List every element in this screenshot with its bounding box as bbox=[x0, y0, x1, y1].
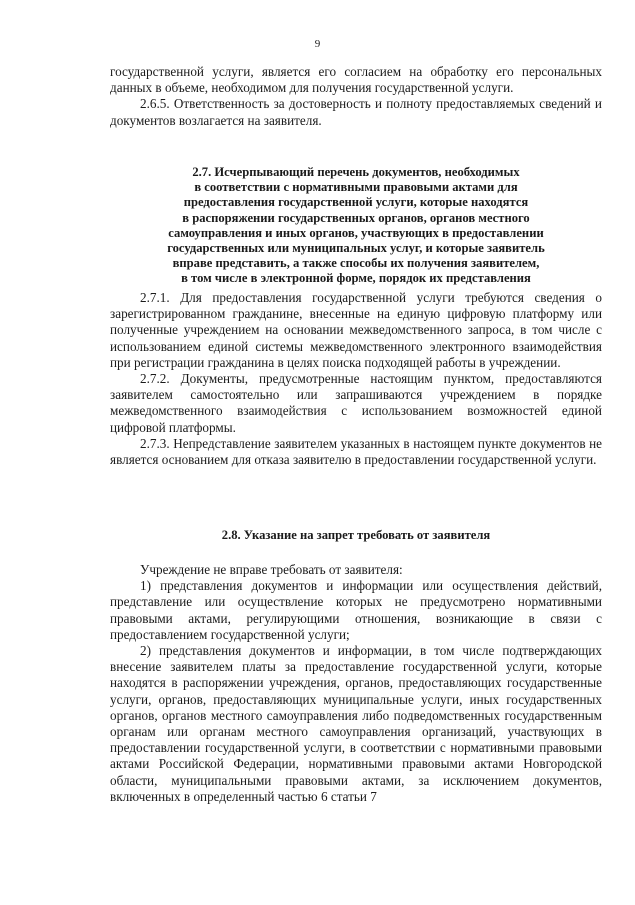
section-2-8-body bbox=[110, 562, 602, 805]
paragraph-2-7-1: 2.7.1. Для предоставления государственной услуги требуются сведения о зарегистрированном гражданине, внесенные на единую цифровую платформу или полученные учреждением на основании межведомственного запроса, в том числе с использованием единой системы межведомственного электронного взаимодействия при регистрации гражданина в целях поиска подходящей работы в учреждении. bbox=[110, 290, 602, 370]
heading-line: в распоряжении государственных органов, органов местного bbox=[182, 210, 530, 225]
heading-line: государственных или муниципальных услуг, и которые заявитель bbox=[167, 241, 545, 256]
section-2-7-body bbox=[110, 290, 602, 468]
paragraph-2-8-item-1: 1) представления документов и информации или осуществления действий, представление или осуществление которых не предусмотрено нормативными правовыми актами, регулирующими отношения, возникающие в связи с предоставлением государственной услуги; bbox=[110, 578, 602, 642]
paragraph-2-8-item-2: 2) представления документов и информации, в том числе подтверждающих внесение заявителем платы за предоставление государственной услуги, которые находятся в распоряжении учреждения, органов, предоставляющих государственные услуги, органов, предоставляющих муниципальные услуги, иных государственных органов, органов местного самоуправления либо подведомственных государственным органам или органам местного самоуправления организаций, участвующих в предоставлении государственной услуги, в соответствии с нормативными правовыми актами Российской Федерации, нормативными правовыми актами Новгородской области, муниципальными правовыми актами, за исключением документов, включенных в определенный частью 6 статьи 7 bbox=[110, 643, 602, 804]
section-2-8-heading: 2.8. Указание на запрет требовать от заявителя bbox=[221, 528, 491, 542]
heading-line: в том числе в электронной форме, порядок их представления bbox=[181, 271, 531, 286]
heading-line: 2.7. Исчерпывающий перечень документов, необходимых bbox=[192, 165, 520, 179]
paragraph-2-7-2: 2.7.2. Документы, предусмотренные настоящим пунктом, предоставляются заявителем самостоятельно или запрашиваются учреждением в порядке межведомственного взаимодействия с использованием возможностей единой цифровой платформы. bbox=[110, 371, 602, 435]
heading-line: предоставления государственной услуги, которые находятся bbox=[183, 195, 529, 210]
paragraph-consent: государственной услуги, является его согласием на обработку его персональных данных в объеме, необходимом для получения государственной услуги. bbox=[110, 64, 602, 96]
heading-line: вправе представить, а также способы их получения заявителем, bbox=[172, 256, 540, 271]
intro-block bbox=[110, 64, 602, 129]
paragraph-2-7-3: 2.7.3. Непредставление заявителем указанных в настоящем пункте документов не является основанием для отказа заявителю в предоставлении государственной услуги. bbox=[110, 435, 602, 468]
heading-line: самоуправления и иных органов, участвующих в предоставлении bbox=[168, 225, 544, 240]
section-2-7-heading bbox=[110, 165, 602, 287]
heading-line: в соответствии с нормативными правовыми актами для bbox=[194, 180, 518, 195]
paragraph-2-8-intro: Учреждение не вправе требовать от заявителя: bbox=[140, 562, 403, 577]
paragraph-2-6-5: 2.6.5. Ответственность за достоверность и полноту предоставляемых сведений и документов возлагается на заявителя. bbox=[110, 96, 602, 128]
page-number: 9 bbox=[314, 38, 321, 50]
